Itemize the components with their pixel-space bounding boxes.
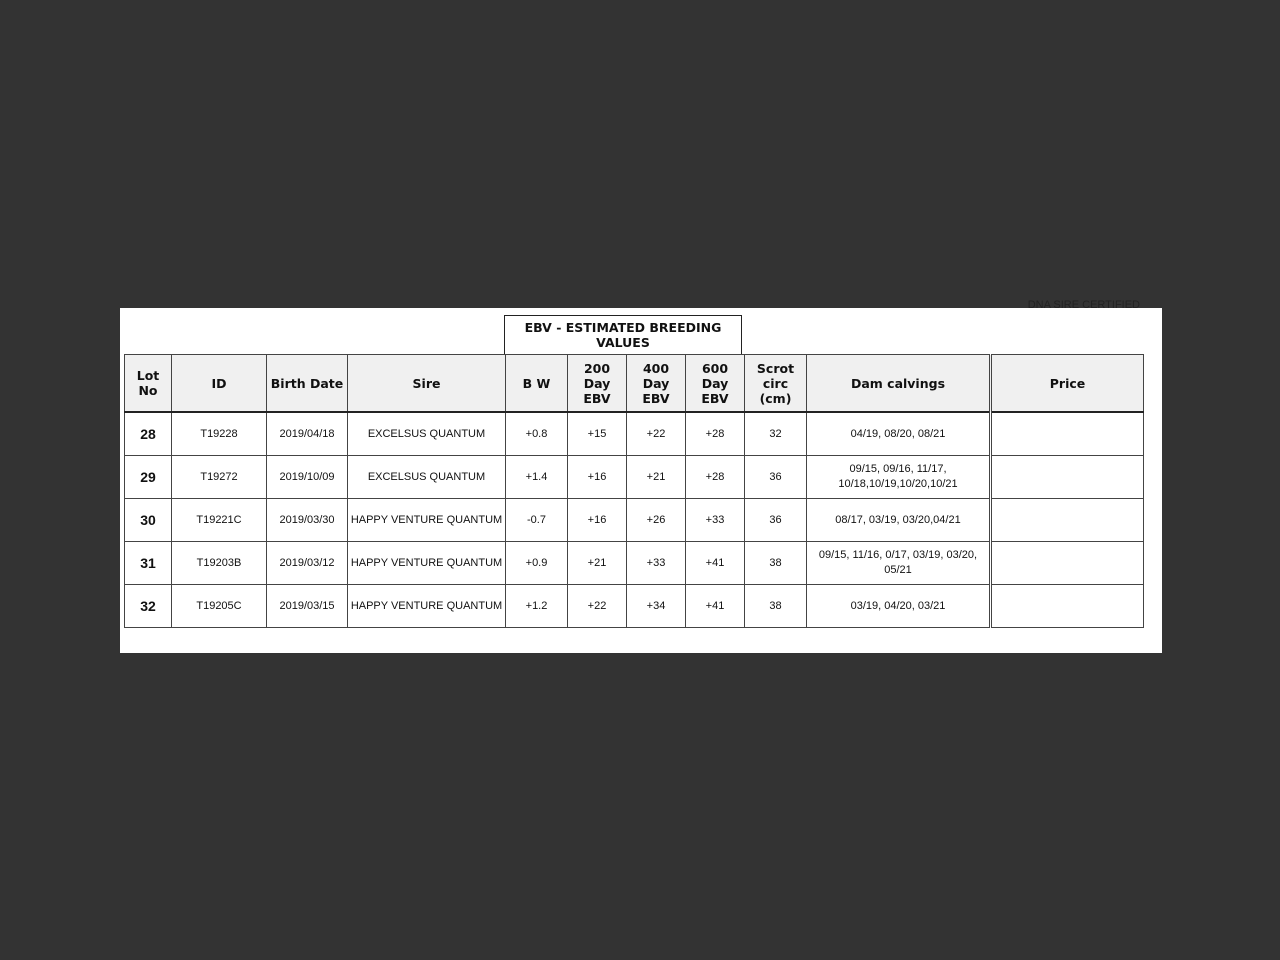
cell-lot-no: 31	[125, 542, 172, 585]
cell-lot-no: 30	[125, 499, 172, 542]
table-row	[125, 456, 1144, 499]
col-600-day-ebv: 600 Day EBV	[686, 355, 745, 413]
table-row	[125, 499, 1144, 542]
cell-birth-date: 2019/03/12	[267, 542, 348, 585]
cell-day400-ebv: +34	[627, 585, 686, 628]
cell-sire: HAPPY VENTURE QUANTUM	[348, 542, 506, 585]
cell-day400-ebv: +26	[627, 499, 686, 542]
catalog-sheet	[120, 299, 1162, 653]
table-row	[125, 585, 1144, 628]
col-birth-date: Birth Date	[267, 355, 348, 413]
col-bw: B W	[506, 355, 568, 413]
cell-lot-no: 28	[125, 412, 172, 456]
cell-day400-ebv: +22	[627, 412, 686, 456]
col-400-day-ebv: 400 Day EBV	[627, 355, 686, 413]
cell-animal-id: T19205C	[172, 585, 267, 628]
cell-sire: HAPPY VENTURE QUANTUM	[348, 499, 506, 542]
cell-bw-value: -0.7	[506, 499, 568, 542]
cell-scrot-circ: 36	[745, 456, 807, 499]
cell-lot-no: 32	[125, 585, 172, 628]
cell-scrot-circ: 36	[745, 499, 807, 542]
cell-day200-ebv: +21	[568, 542, 627, 585]
cell-day600-ebv: +28	[686, 412, 745, 456]
cell-day600-ebv: +28	[686, 456, 745, 499]
cell-day200-ebv: +16	[568, 456, 627, 499]
col-id: ID	[172, 355, 267, 413]
cell-price-cell	[991, 585, 1144, 628]
cell-dam-calvings: 03/19, 04/20, 03/21	[807, 585, 991, 628]
cell-dam-calvings: 09/15, 09/16, 11/17, 10/18,10/19,10/20,10/21	[807, 456, 991, 499]
cell-scrot-circ: 32	[745, 412, 807, 456]
cell-day400-ebv: +21	[627, 456, 686, 499]
col-lot-no: Lot No	[125, 355, 172, 413]
cell-dam-calvings: 04/19, 08/20, 08/21	[807, 412, 991, 456]
cell-sire: EXCELSUS QUANTUM	[348, 412, 506, 456]
cell-day600-ebv: +33	[686, 499, 745, 542]
cell-price-cell	[991, 499, 1144, 542]
cell-bw-value: +0.9	[506, 542, 568, 585]
cell-animal-id: T19203B	[172, 542, 267, 585]
cell-day200-ebv: +15	[568, 412, 627, 456]
cell-bw-value: +1.4	[506, 456, 568, 499]
cell-day400-ebv: +33	[627, 542, 686, 585]
cell-day200-ebv: +22	[568, 585, 627, 628]
table-row	[125, 412, 1144, 456]
cell-birth-date: 2019/04/18	[267, 412, 348, 456]
cell-dam-calvings: 08/17, 03/19, 03/20,04/21	[807, 499, 991, 542]
cell-animal-id: T19228	[172, 412, 267, 456]
lots-table	[124, 354, 1144, 628]
col-dam-calvings: Dam calvings	[807, 355, 991, 413]
header-note: DNA SIRE CERTIFIED	[1027, 299, 1140, 311]
cell-day600-ebv: +41	[686, 542, 745, 585]
cell-birth-date: 2019/03/15	[267, 585, 348, 628]
cell-sire: HAPPY VENTURE QUANTUM	[348, 585, 506, 628]
cell-animal-id: T19272	[172, 456, 267, 499]
cell-scrot-circ: 38	[745, 585, 807, 628]
cell-day600-ebv: +41	[686, 585, 745, 628]
cell-bw-value: +1.2	[506, 585, 568, 628]
cell-price-cell	[991, 412, 1144, 456]
cell-animal-id: T19221C	[172, 499, 267, 542]
col-scrot-circ: Scrot circ (cm)	[745, 355, 807, 413]
cell-dam-calvings: 09/15, 11/16, 0/17, 03/19, 03/20, 05/21	[807, 542, 991, 585]
cell-price-cell	[991, 456, 1144, 499]
ebv-group-header: EBV - ESTIMATED BREEDING VALUES	[504, 315, 742, 354]
cell-sire: EXCELSUS QUANTUM	[348, 456, 506, 499]
cell-price-cell	[991, 542, 1144, 585]
col-200-day-ebv: 200 Day EBV	[568, 355, 627, 413]
col-sire: Sire	[348, 355, 506, 413]
cell-bw-value: +0.8	[506, 412, 568, 456]
cell-lot-no: 29	[125, 456, 172, 499]
cell-birth-date: 2019/03/30	[267, 499, 348, 542]
cell-scrot-circ: 38	[745, 542, 807, 585]
cell-day200-ebv: +16	[568, 499, 627, 542]
table-body	[125, 412, 1144, 628]
table-header-row	[125, 355, 1144, 413]
table-row	[125, 542, 1144, 585]
cell-birth-date: 2019/10/09	[267, 456, 348, 499]
col-price: Price	[991, 355, 1144, 413]
